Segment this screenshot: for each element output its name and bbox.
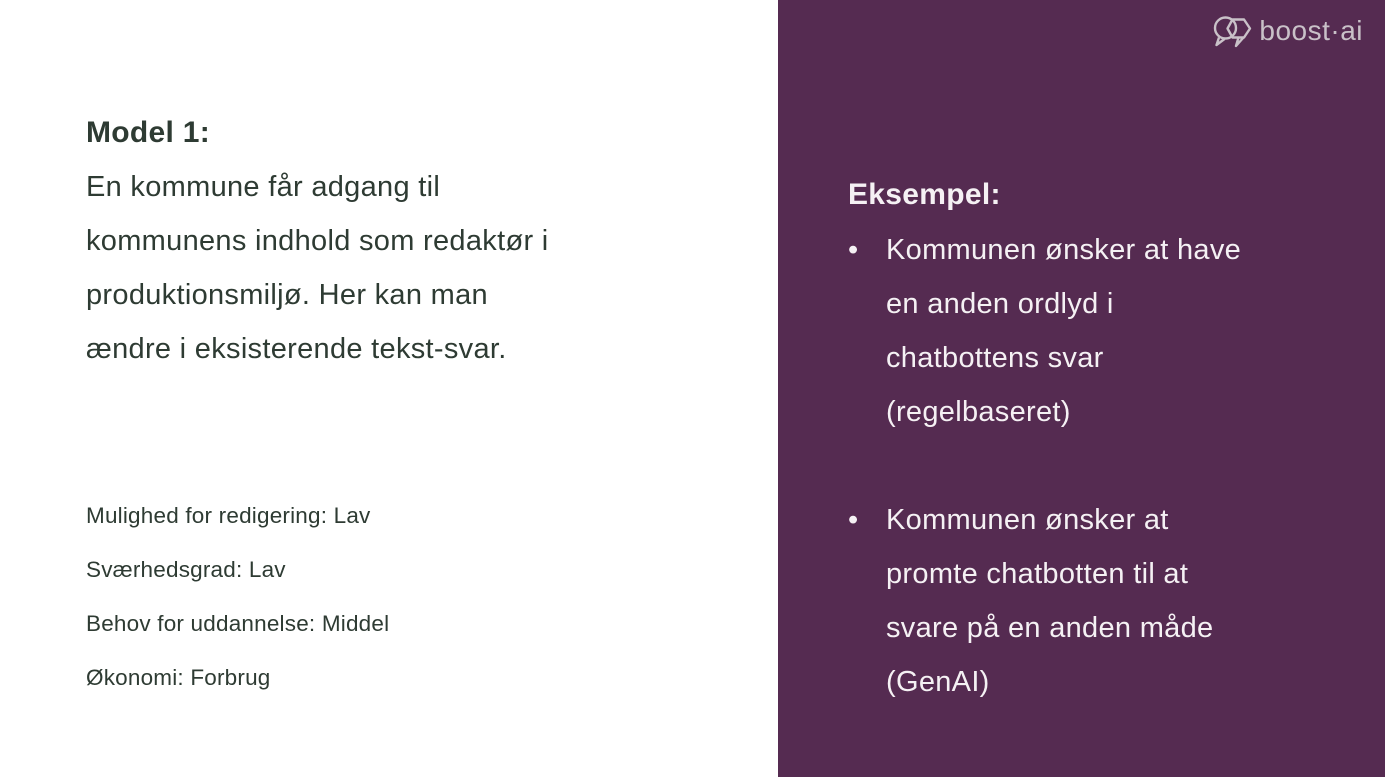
bullet-line: chatbottens svar — [886, 342, 1104, 374]
right-panel — [778, 0, 1385, 777]
bullet-line: (regelbaseret) — [886, 396, 1071, 428]
bullet-line: Kommunen ønsker at — [886, 504, 1169, 536]
model-description — [86, 106, 549, 376]
model-body-line: produktionsmiljø. Her kan man — [86, 279, 488, 311]
attribute-line-editing: Mulighed for redigering: Lav — [86, 503, 371, 528]
bullet-line: (GenAI) — [886, 666, 990, 698]
boost-ai-speech-bubbles-icon — [1210, 8, 1256, 54]
example-bullet-1 — [848, 223, 1241, 439]
model-body-line: ændre i eksisterende tekst-svar. — [86, 333, 507, 365]
bullet-line: promte chatbotten til at — [886, 558, 1189, 590]
attribute-line-difficulty: Sværhedsgrad: Lav — [86, 557, 286, 582]
model-body-line: kommunens indhold som redaktør i — [86, 225, 549, 257]
model-attributes — [86, 489, 389, 705]
example-bullet-1-text — [886, 223, 1241, 439]
model-body-line: En kommune får adgang til — [86, 171, 441, 203]
boost-ai-logo — [1210, 8, 1363, 54]
example-bullet-2 — [848, 493, 1213, 709]
example-title: Eksempel: — [848, 178, 1001, 211]
bullet-line: en anden ordlyd i — [886, 288, 1114, 320]
model-title: Model 1: — [86, 116, 211, 149]
bullet-line: svare på en anden måde — [886, 612, 1214, 644]
boost-ai-logo-text: boost·ai — [1259, 15, 1363, 46]
bullet-dot-icon: • — [848, 234, 859, 266]
bullet-dot-icon: • — [848, 504, 859, 536]
attribute-line-training: Behov for uddannelse: Middel — [86, 611, 390, 636]
bullet-line: Kommunen ønsker at have — [886, 234, 1242, 266]
attribute-line-economy: Økonomi: Forbrug — [86, 665, 271, 690]
example-bullet-2-text — [886, 493, 1213, 709]
